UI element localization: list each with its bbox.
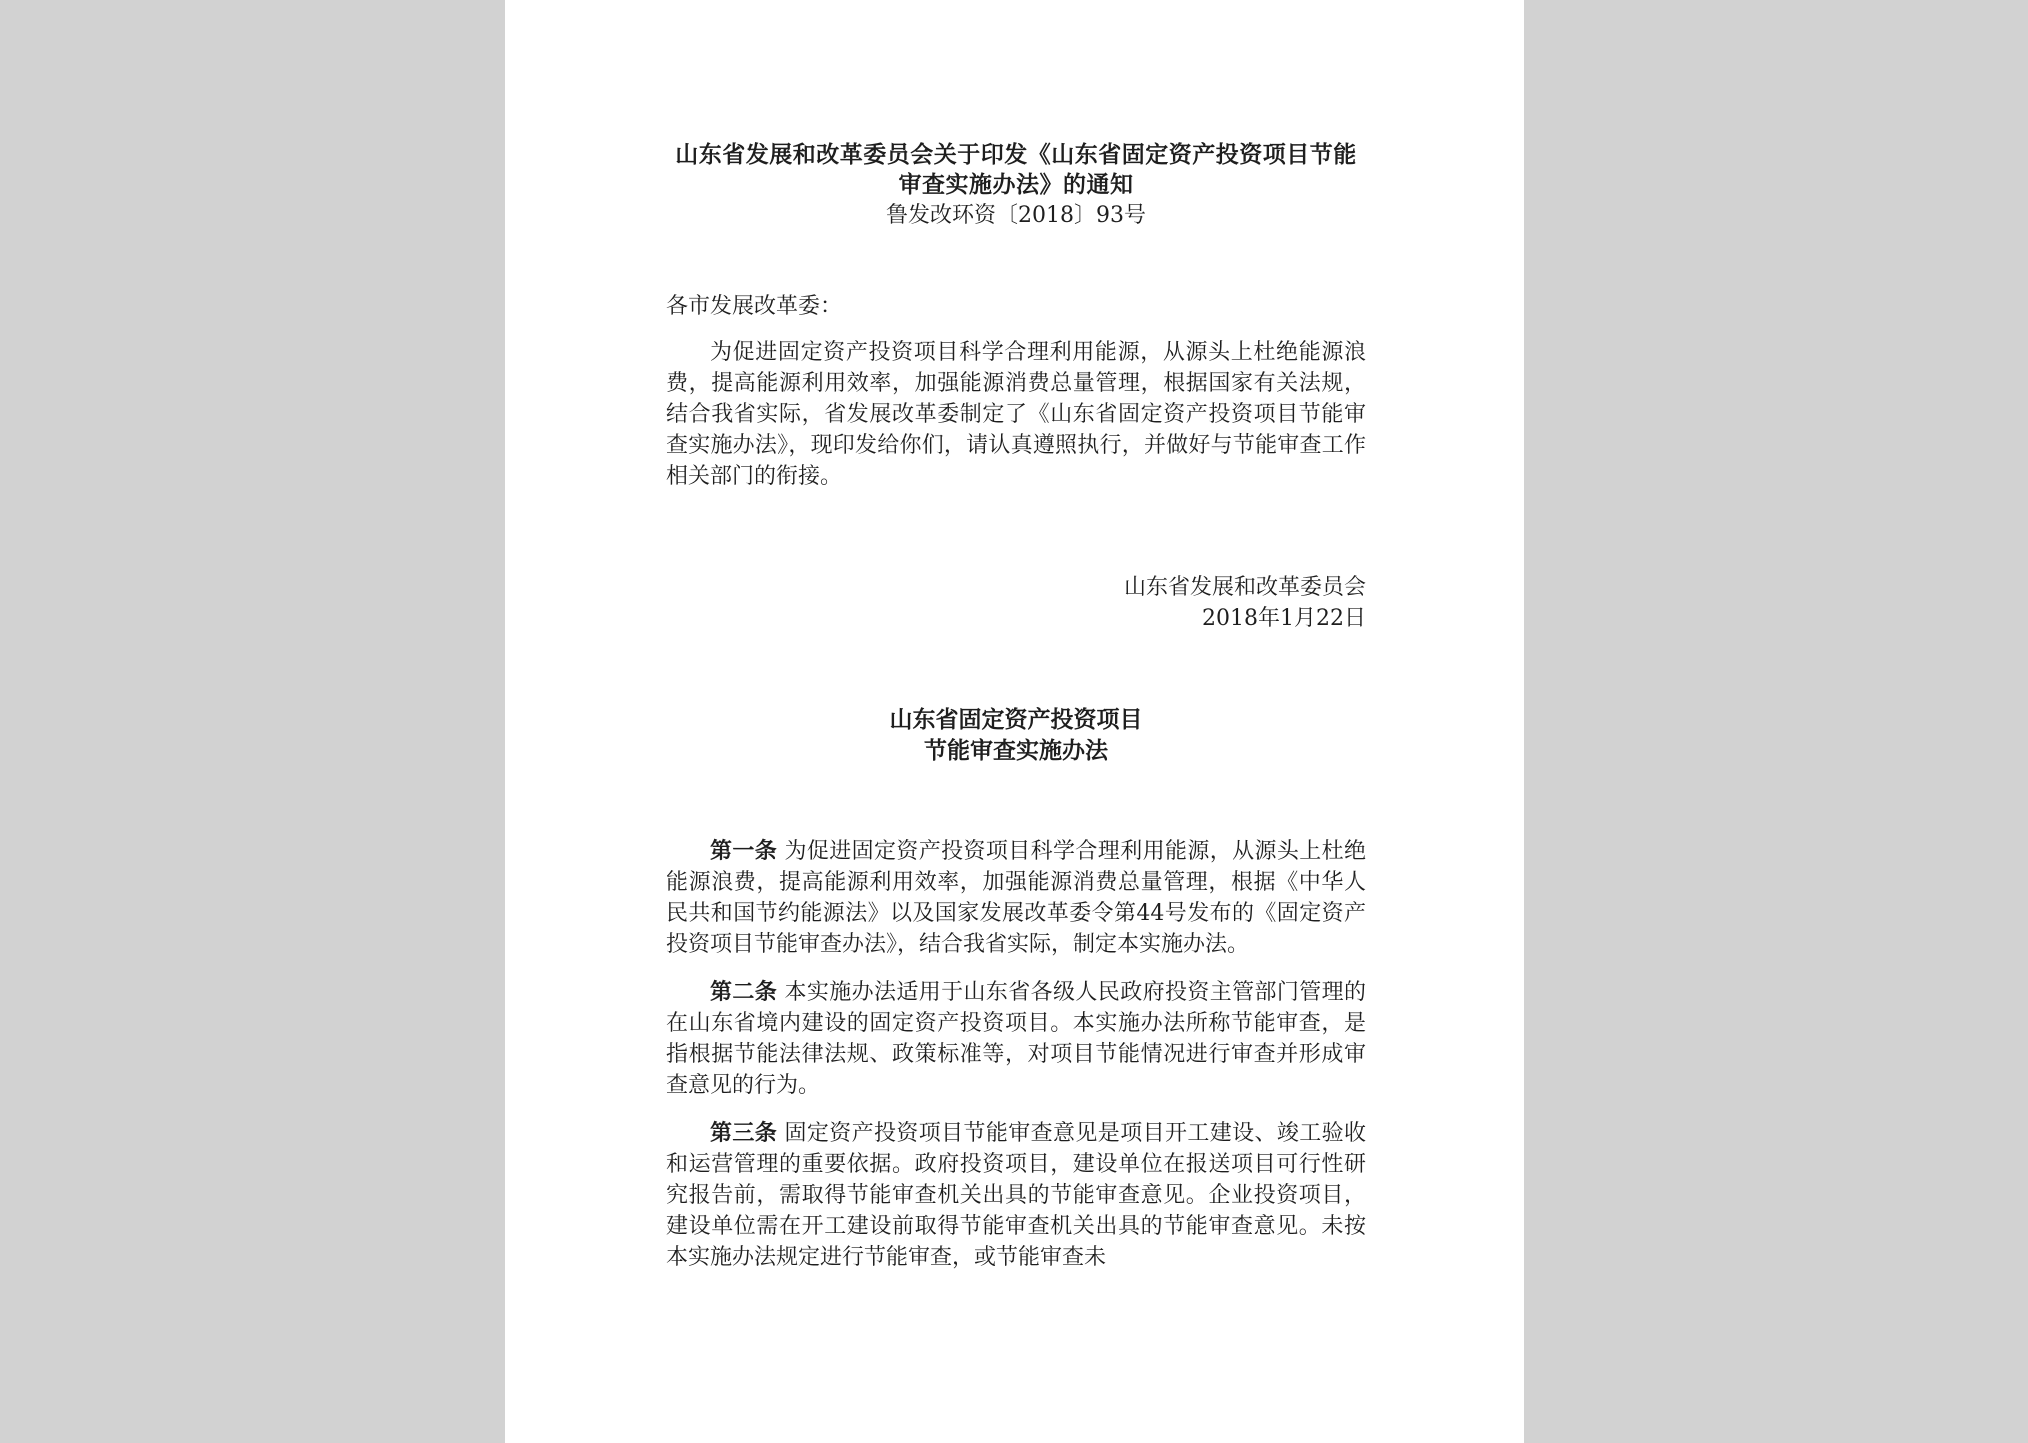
signature-block — [666, 572, 1366, 634]
article-text: 本实施办法适用于山东省各级人民政府投资主管部门管理的在山东省境内建设的固定资产投资项目。本实施办法所称节能审查，是指根据节能法律法规、政策标准等，对项目节能情况进行审查并形成审查意见的行为。 — [666, 980, 1366, 1098]
intro-paragraph: 为促进固定资产投资项目科学合理利用能源，从源头上杜绝能源浪费，提高能源利用效率，加强能源消费总量管理，根据国家有关法规，结合我省实际，省发展改革委制定了《山东省固定资产投资项目节能审查实施办法》，现印发给你们，请认真遵照执行，并做好与节能审查工作相关部门的衔接。 — [666, 340, 1366, 489]
regulation-title — [666, 704, 1366, 766]
article-text: 为促进固定资产投资项目科学合理利用能源，从源头上杜绝能源浪费，提高能源利用效率，加强能源消费总量管理，根据《中华人民共和国节约能源法》以及国家发展改革委令第44号发布的《固定资产投资项目节能审查办法》，结合我省实际，制定本实施办法。 — [666, 839, 1366, 957]
regulation-title-line-1: 山东省固定资产投资项目 — [889, 706, 1143, 733]
document-number: 鲁发改环资〔2018〕93号 — [886, 203, 1146, 228]
article-heading: 第一条 — [710, 838, 778, 864]
salutation: 各市发展改革委： — [666, 294, 843, 319]
article-heading: 第二条 — [710, 979, 778, 1005]
article-list — [666, 836, 1366, 1273]
article-3 — [666, 1118, 1366, 1273]
document-page — [505, 0, 1524, 1443]
article-2 — [666, 977, 1366, 1101]
article-1 — [666, 836, 1366, 960]
regulation-title-line-2: 节能审查实施办法 — [924, 737, 1108, 764]
signature-organization: 山东省发展和改革委员会 — [1123, 575, 1366, 600]
notice-title: 山东省发展和改革委员会关于印发《山东省固定资产投资项目节能审查实施办法》的通知 — [675, 141, 1357, 198]
page-content — [666, 140, 1366, 1290]
article-text: 固定资产投资项目节能审查意见是项目开工建设、竣工验收和运营管理的重要依据。政府投资项目，建设单位在报送项目可行性研究报告前，需取得节能审查机关出具的节能审查意见。企业投资项目，建设单位需在开工建设前取得节能审查机关出具的节能审查意见。未按本实施办法规定进行节能审查，或节能审查未 — [666, 1121, 1366, 1270]
article-heading: 第三条 — [710, 1120, 778, 1146]
signature-date: 2018年1月22日 — [1202, 606, 1366, 631]
